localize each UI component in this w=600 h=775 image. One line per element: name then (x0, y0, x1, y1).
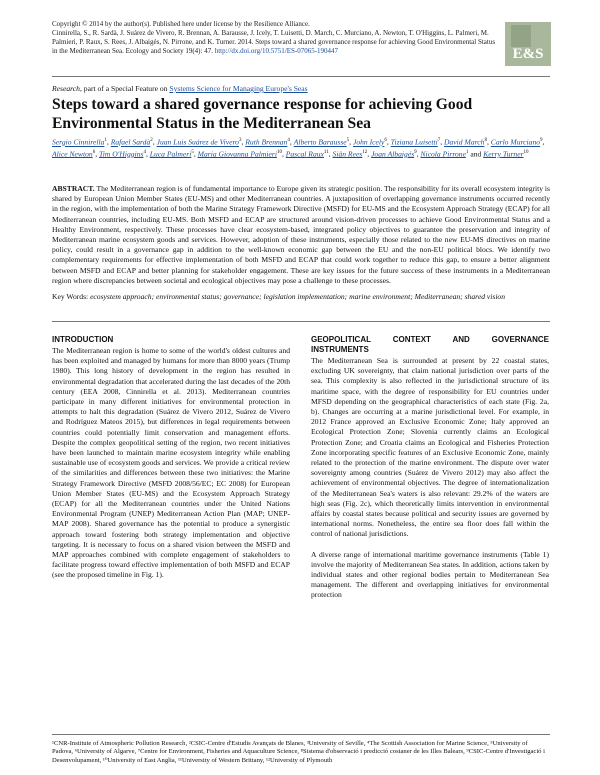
author-affiliation-number: 5 (191, 149, 194, 155)
introduction-paragraph: The Mediterranean region is home to some of the world's oldest cultures and has been exploited and managed by humans for more than 8000 years (Trump 1980). This long history of development in the region has resulted in environmental degradation that accelerated during the last decades of the 20th century (EEA 2008, Cinnirella et al. 2013). Mediterranean countries participate in many different initiatives for environmental protection in attempts to halt this degradation (Suárez de Vivero 2012, Suárez de Vivero and Rodríguez Mateos 2015), but differences in legal requirements between countries could potentially limit conservation and management efforts. Despite the complex geopolitical setting of the region, two recent initiatives have been launched to maintain marine ecosystem integrity while enabling sustainable use of ecosystem goods and services. We provide a critical review of the similarities and differences between these two initiatives: the Marine Strategy Framework Directive (MSFD 2008/56/EC; EC 2008) for European Union Member States (EU-MS) and the Ecosystem Approach Strategy (ECAP) for all the Mediterranean countries under the United Nations Environmental Program (UNEP) Mediterranean Action Plan (MAP; UNEP-MAP 2008). Shared governance has the potential to produce a synergistic approach toward fostering both strategy implementation and objective targeting. It is necessary to focus on a shared vision between the MSFD and MAP approaches combined with complete engagement of stakeholders to facilitate progress toward effective implementation of both MSFD and ECAP (see the proposed timeline in Fig. 1). (52, 346, 290, 580)
author-name[interactable]: Juan Luis Suárez de Vivero (156, 137, 239, 147)
author-separator: , (152, 137, 157, 147)
keywords (52, 292, 550, 302)
author-name[interactable]: Tiziana Luisetti (390, 137, 438, 147)
journal-logo (505, 22, 551, 66)
abstract (52, 184, 550, 286)
author-separator: , (486, 137, 491, 147)
author-affiliation-number: 9 (414, 149, 417, 155)
author-separator: , (349, 137, 353, 147)
abstract-divider (52, 321, 550, 322)
author-separator: , (542, 137, 545, 147)
geopolitical-paragraph-2: A diverse range of international maritime governance instruments (Table 1) involve the majority of Mediterranean Sea states. In addition, actions taken by individual states and other regional bodies pertain to Mediterranean Sea management. The different and overlapping initiatives for environmental protection (311, 549, 549, 600)
author-name[interactable]: Nicola Pirrone (420, 149, 466, 159)
author-separator: , (416, 149, 421, 159)
author-separator: , (145, 149, 150, 159)
special-feature-link[interactable]: Systems Science for Managing Europe's Seas (169, 84, 308, 93)
author-separator: , (386, 137, 391, 147)
author-separator: , (289, 137, 294, 147)
author-separator: , (440, 137, 445, 147)
paper-title: Steps toward a shared governance response for achieving Good Environmental Status in the Mediterranean Sea (52, 96, 473, 132)
header-divider (52, 76, 550, 77)
doi-link[interactable]: http://dx.doi.org/10.5751/ES-07065-190447 (214, 47, 339, 55)
author-name[interactable]: Alice Newton (52, 149, 93, 159)
author-name[interactable]: Siân Rees (332, 149, 363, 159)
author-separator: , (367, 149, 372, 159)
author-name[interactable]: Carlo Murciano (490, 137, 541, 147)
affiliations-footnote: ¹CNR-Institute of Atmospheric Pollution Research, ²CSIC-Centre d'Estudis Avançats de Blanes, ³University of Seville, ⁴The Scottish Association for Marine Science, ⁵University of Padova, ⁶University of Algarve, ⁷Centre for Environment, Fisheries and Aquaculture Science, ⁸Sistema d'observació i predicció costaner de les Illes Balears, ⁹CSIC-Centre d'Investigació i Desenvolupament, ¹⁰University of East Anglia, ¹¹University of Western Brittany, ¹²University of Plymouth (52, 740, 545, 764)
author-name[interactable]: Joan Albaigés (371, 149, 415, 159)
right-column (311, 335, 549, 601)
keywords-text: ecosystem approach; environmental status; governance; legislation implementation; marine environment; Mediterranean; shared vision (90, 292, 506, 301)
author-affiliation-number: 9 (540, 138, 543, 143)
geopolitical-paragraph-1: The Mediterranean Sea is surrounded at present by 22 coastal states, excluding UK sovereignty, that claim national jurisdiction over parts of the sea. This complexity is also reflected in the jurisdictional structure of its maritime space, with the degree of responsibility for EU countries under MFSD depending on the geographical characteristics of each state (Fig. 2a, b). Changes are occurring at a marine jurisdictional level. For example, in 2012 France approved an Exclusive Economic Zone; Italy approved an Ecological Protection Zone; Slovenia currently claims an Ecological Protection Zone; and Croatia claims an Ecological and Fisheries Protection Zone incorporating specific features of an Exclusive Economic Zone, mainly related to the protection of the marine environment. The dispute over water sovereignty among countries (Suárez de Vivero 2012) may also affect the achievement of environmental objectives. The degree of internationalization of the Mediterranean Sea's waters is also relevant: 29.2% of the waters are high seas (Fig. 2c), which theoretically limits intervention in environmental affairs by coastal states because political and security issues are governed by international norms. Nonetheless, the entire sea floor does fall within the control of national jurisdictions. (311, 356, 549, 539)
author-name[interactable]: Ruth Brennan (245, 137, 288, 147)
abstract-label: ABSTRACT. (52, 184, 95, 193)
keywords-label: Key Words: (52, 292, 91, 301)
author-name[interactable]: Alberto Barausse (293, 137, 347, 147)
author-separator: and (468, 149, 484, 159)
logo-mark-icon (511, 25, 531, 47)
author-name[interactable]: David March (444, 137, 485, 147)
author-list (52, 136, 550, 159)
author-affiliation-number: 8 (484, 138, 487, 143)
article-type-line (52, 84, 550, 94)
author-name[interactable]: John Icely (352, 137, 385, 147)
footnote-divider (52, 734, 550, 735)
author-affiliation-number: 10 (276, 149, 282, 155)
author-name[interactable]: Tim O'Higgins (99, 149, 144, 159)
abstract-text: The Mediterranean region is of fundamental importance to Europe given its strategic position. The responsibility for its overall ecosystem integrity is shared by European Union Member States (EU-MS) and other Mediterranean countries. A juxtaposition of overlapping governance instruments occurred recently in the region, with the implementation of both the Marine Strategy Framework Directive (MSFD) for EU-MS and the Ecosystem Approach Strategy (ECAP) for all Mediterranean countries, including EU-MS. Both MSFD and ECAP are structured around vision-driven processes to achieve Good Environmental Status and a Healthy Environment, respectively. These processes have clear ecosystem-based, integrated policy objectives to guarantee the preservation and integrity of Mediterranean marine ecosystem goods and services. However, adoption of these instruments, especially those related to the new EU-MS directives on marine policy, could result in a governance gap in addition to the well-known economic gap between the EU and the non-EU political blocs. We identify two complementary requirements for effective implementation of both MSFD and ECAP that could work together to reduce this gap, to ensure a better alignment between MSFD and ECAP and better planning for stakeholder engagement. These are key issues for the future success of these instruments in a Mediterranean region where discrepancies between societal and ecological objectives may pose a challenge to these processes. (52, 184, 550, 285)
author-separator: , (328, 149, 333, 159)
left-column (52, 335, 290, 581)
author-affiliation-number: 12 (362, 149, 368, 155)
author-affiliation-number: 10 (523, 149, 529, 155)
author-separator: , (193, 149, 198, 159)
citation-text (52, 29, 500, 56)
author-affiliation-number: 1 (104, 138, 107, 143)
author-affiliation-number: 3 (238, 138, 242, 143)
author-affiliation-number: 4 (287, 138, 290, 143)
author-separator: , (281, 149, 286, 159)
logo-text: E&S (512, 46, 544, 62)
geopolitical-heading: GEOPOLITICAL CONTEXT AND GOVERNANCE INSTRUMENTS (311, 335, 549, 354)
author-name[interactable]: Rafael Sardà (110, 137, 151, 147)
author-name[interactable]: Sergio Cinnirella (52, 137, 105, 147)
author-separator: , (106, 137, 111, 147)
copyright-line: Copyright © 2014 by the author(s). Published here under license by the Resilience Alliance. (52, 20, 310, 28)
author-affiliation-number: 2 (150, 138, 153, 143)
author-affiliation-number: 6 (384, 138, 387, 143)
author-affiliation-number: 6 (92, 149, 96, 155)
citation-header (52, 20, 500, 56)
author-separator: , (241, 137, 246, 147)
citation-body: Cinnirella, S., R. Sardà, J. Suárez de Vivero, R. Brennan, A. Barausse, J. Icely, T. Luisetti, D. March, C. Murciano, A. Newton, T. O'Higgins, L. Palmeri, M. Palmieri, P. Raux, S. Rees, J. Albaigés, N. Pirrone, and K. Turner. 2014. Steps toward a shared governance response for achieving Good Environmental Status in the Mediterranean Sea. Ecology and Society 19(4): 47. (52, 29, 496, 55)
author-name[interactable]: Maria Giovanna Palmieri (197, 149, 277, 159)
introduction-heading: INTRODUCTION (52, 335, 114, 344)
article-type: Research (52, 84, 80, 93)
author-affiliation-number: 7 (437, 138, 441, 143)
author-affiliation-number: 4 (143, 149, 146, 155)
author-name[interactable]: Kerry Turner (483, 149, 524, 159)
author-affiliation-number: 5 (346, 138, 350, 143)
author-name[interactable]: Pascal Raux (285, 149, 324, 159)
author-name[interactable]: Luca Palmeri (149, 149, 192, 159)
author-affiliation-number: 1 (465, 149, 469, 155)
special-feature-prefix: , part of a Special Feature on (79, 84, 170, 93)
author-separator: , (95, 149, 99, 159)
author-affiliation-number: 11 (323, 149, 329, 155)
